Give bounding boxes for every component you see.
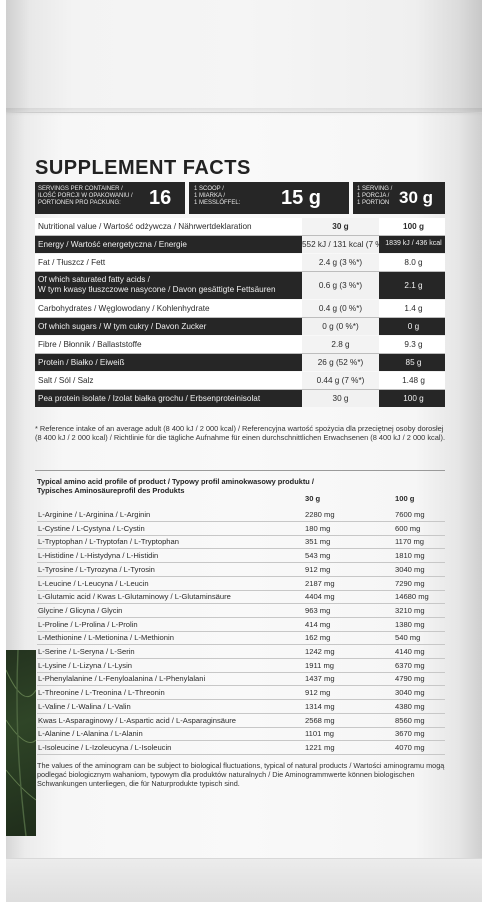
nutrition-value-100g: 1.48 g (402, 375, 425, 385)
amino-name: L-Cystine / L-Cystyna / L-Cystin (38, 523, 145, 533)
amino-value-30g: 2187 mg (305, 578, 335, 588)
amino-value-100g: 4790 mg (395, 674, 425, 684)
nutrition-label (38, 275, 276, 295)
nutrition-value-30g: 2.4 g (3 %*) (318, 257, 363, 267)
amino-name: L-Valine / L-Walina / L-Valin (38, 701, 131, 711)
scoop-box (189, 182, 349, 214)
scoop-label: 1 SCOOP / 1 MIARKA / 1 MESSLÖFFEL: (194, 186, 241, 206)
amino-name: L-Tyrosine / L-Tyrozyna / L-Tyrosin (38, 564, 155, 574)
nutrition-label: Energy / Wartość energetyczna / Energie (38, 239, 187, 249)
amino-value-100g: 4140 mg (395, 647, 425, 656)
reference-intake-footnote: * Reference intake of an average adult (8 400 kJ / 2 000 kcal) / Referencyjna wartość spożycia dla przeciętnej osoby dorosłej (8 400 kJ / 2 000 kcal) / Richtlinie für die tägliche Aufnahme für einen durchschnittlichen Erwachsenen (8 400 kJ / 2 000 kcal). (35, 424, 445, 443)
amino-value-100g: 3210 mg (395, 605, 425, 615)
scoop-value: 15 g (281, 187, 322, 209)
amino-value-100g: 3040 mg (395, 688, 425, 698)
amino-value-100g: 4070 mg (395, 742, 425, 752)
amino-heading-line1: Typical amino acid profile of product / Typowy profil aminokwasowy produktu / (37, 477, 314, 486)
nutrition-label: Nutritional value / Wartość odżywcza / Nährwertdeklaration (38, 221, 252, 231)
amino-name: L-Alanine / L-Alanina / L-Alanin (38, 729, 143, 739)
nutrition-label-line2: W tym kwasy tłuszczowe nasycone / Davon gesättigte Fettsäuren (38, 285, 276, 294)
amino-value-30g: 912 mg (305, 688, 331, 698)
amino-value-30g: 2568 mg (305, 715, 335, 725)
amino-value-100g: 7600 mg (395, 510, 425, 519)
nutrition-value-100g: 0 g (407, 321, 420, 331)
servings-per-container-box (35, 182, 185, 214)
nutrition-value-30g: 0.6 g (3 %*) (318, 280, 363, 290)
amino-value-30g: 4404 mg (305, 592, 335, 602)
supplement-facts-title: SUPPLEMENT FACTS (35, 157, 251, 179)
amino-value-30g: 1221 mg (305, 742, 335, 752)
amino-value-100g: 14680 mg (395, 592, 429, 602)
amino-name: L-Proline / L-Prolina / L-Prolin (38, 619, 138, 629)
nutrition-value-100g: 100 g (403, 393, 424, 403)
nutrition-value-100g: 1.4 g (404, 303, 423, 313)
nutrition-label: Carbohydrates / Węglowodany / Kohlenhydrate (38, 303, 210, 313)
nutrition-value-100g: 8.0 g (404, 257, 423, 267)
nutrition-row (35, 354, 445, 371)
amino-value-100g: 1380 mg (395, 619, 425, 629)
nutrition-row (35, 254, 445, 272)
nutrition-row (35, 300, 445, 318)
amino-name: L-Leucine / L-Leucyna / L-Leucin (38, 578, 149, 588)
amino-value-30g: 180 mg (305, 523, 331, 533)
nutrition-value-100g: 2.1 g (404, 280, 423, 290)
amino-value-30g: 1314 mg (305, 701, 335, 711)
nutrition-value-30g: 26 g (52 %*) (317, 357, 364, 367)
amino-value-100g: 1810 mg (395, 551, 425, 561)
amino-value-100g: 4380 mg (395, 701, 425, 711)
amino-value-100g: 3040 mg (395, 564, 425, 574)
amino-profile-heading (37, 478, 337, 495)
nutrition-label-line1: Of which saturated fatty acids / (38, 275, 150, 284)
amino-value-30g: 543 mg (305, 551, 331, 561)
amino-value-100g: 8560 mg (395, 715, 425, 725)
nutrition-value-30g: 30 g (332, 393, 349, 403)
serving-box (353, 182, 445, 214)
leaf-graphic (6, 650, 36, 836)
amino-value-100g: 3670 mg (395, 729, 425, 739)
servings-per-container-value: 16 (149, 187, 172, 209)
amino-value-30g: 1242 mg (305, 647, 335, 656)
amino-name: L-Threonine / L-Treonina / L-Threonin (38, 688, 165, 698)
servings-per-container-label: SERVINGS PER CONTAINER / ILOŚĆ PORCJI W OPAKOWANIU / PORTIONEN PRO PACKUNG: (38, 186, 133, 206)
nutrition-label: Salt / Sól / Salz (38, 375, 94, 385)
nutrition-label: Pea protein isolate / Izolat białka grochu / Erbsenproteinisolat (38, 393, 261, 403)
amino-name: L-Arginine / L-Arginina / L-Arginin (38, 510, 151, 519)
amino-value-100g: 540 mg (395, 633, 421, 643)
nutrition-label: Fibre / Błonnik / Ballaststoffe (38, 339, 142, 349)
amino-col-100g: 100 g (395, 494, 415, 503)
amino-name: L-Glutamic acid / Kwas L-Glutaminowy / L-Glutaminsäure (38, 592, 231, 602)
nutrition-label: Protein / Białko / Eiweiß (38, 357, 125, 367)
nutrition-row (35, 390, 445, 407)
nutrition-value-100g: 1839 kJ / 436 kcal (385, 239, 442, 247)
amino-value-100g: 1170 mg (395, 537, 424, 547)
aminogram-note: The values of the aminogram can be subject to biological fluctuations, typical of natural products / Wartości aminogramu mogą podlegać biologicznym wahaniom, typowym dla produktów naturalnych / Die Aminogrammwerte können biologischen Schwankungen unterliegen, die für Naturprodukte typisch sind. (37, 761, 445, 788)
nutrition-value-30g: 0.4 g (0 %*) (318, 303, 363, 313)
amino-name: L-Serine / L-Seryna / L-Serin (38, 647, 135, 656)
nutrition-value-30g: 0.44 g (7 %*) (316, 375, 365, 385)
serving-value: 30 g (399, 188, 434, 207)
amino-name: Glycine / Glicyna / Glycin (38, 605, 123, 615)
amino-value-100g: 6370 mg (395, 660, 425, 670)
nutrition-row (35, 372, 445, 390)
amino-name: L-Tryptophan / L-Tryptofan / L-Tryptophan (38, 537, 179, 547)
nutrition-value-30g: 30 g (332, 221, 349, 231)
amino-value-30g: 963 mg (305, 605, 331, 615)
amino-value-30g: 1437 mg (305, 674, 335, 684)
amino-name: Kwas L-Asparaginowy / L-Aspartic acid / L-Asparaginsäure (38, 715, 236, 725)
container-bottom-rim (6, 858, 482, 902)
amino-value-30g: 2280 mg (305, 510, 335, 519)
amino-value-100g: 7290 mg (395, 578, 425, 588)
amino-value-30g: 1911 mg (305, 660, 334, 670)
amino-heading-line2: Typisches Aminosäureprofil des Produkts (37, 485, 185, 495)
amino-name: L-Methionine / L-Metionina / L-Methionin (38, 633, 174, 643)
amino-col-30g: 30 g (305, 494, 321, 503)
amino-value-30g: 351 mg (305, 537, 331, 547)
nutrition-row (35, 218, 445, 236)
nutrition-value-30g: 0 g (0 %*) (322, 321, 359, 331)
amino-value-30g: 912 mg (305, 564, 331, 574)
amino-name: L-Phenylalanine / L-Fenyloalanina / L-Phenylalani (38, 674, 206, 684)
nutrition-row (35, 236, 445, 253)
amino-name: L-Isoleucine / L-Izoleucyna / L-Isoleucin (38, 742, 172, 752)
nutrition-row (35, 318, 445, 335)
amino-value-100g: 600 mg (395, 523, 421, 533)
amino-name: L-Lysine / L-Lizyna / L-Lysin (38, 660, 132, 670)
nutrition-label: Fat / Tłuszcz / Fett (38, 257, 106, 267)
nutrition-value-100g: 100 g (403, 221, 424, 231)
section-divider (35, 470, 445, 471)
amino-value-30g: 1101 mg (305, 729, 334, 739)
nutrition-label: Of which sugars / W tym cukry / Davon Zucker (38, 321, 207, 331)
container-lid (6, 0, 482, 113)
nutrition-value-30g: 552 kJ / 131 kcal (7 %*) (302, 239, 389, 249)
nutrition-value-30g: 2.8 g (331, 339, 350, 349)
nutrition-value-100g: 9.3 g (404, 339, 423, 349)
serving-label: 1 SERVING / 1 PORCJA / 1 PORTION (357, 186, 393, 206)
nutrition-value-100g: 85 g (405, 357, 422, 367)
amino-value-30g: 414 mg (305, 619, 331, 629)
nutrition-row (35, 336, 445, 354)
amino-value-30g: 162 mg (305, 633, 331, 643)
amino-name: L-Histidine / L-Histydyna / L-Histidin (38, 551, 159, 561)
lid-shadow (6, 108, 482, 116)
amino-row (37, 740, 445, 755)
nutrition-row (35, 272, 445, 299)
